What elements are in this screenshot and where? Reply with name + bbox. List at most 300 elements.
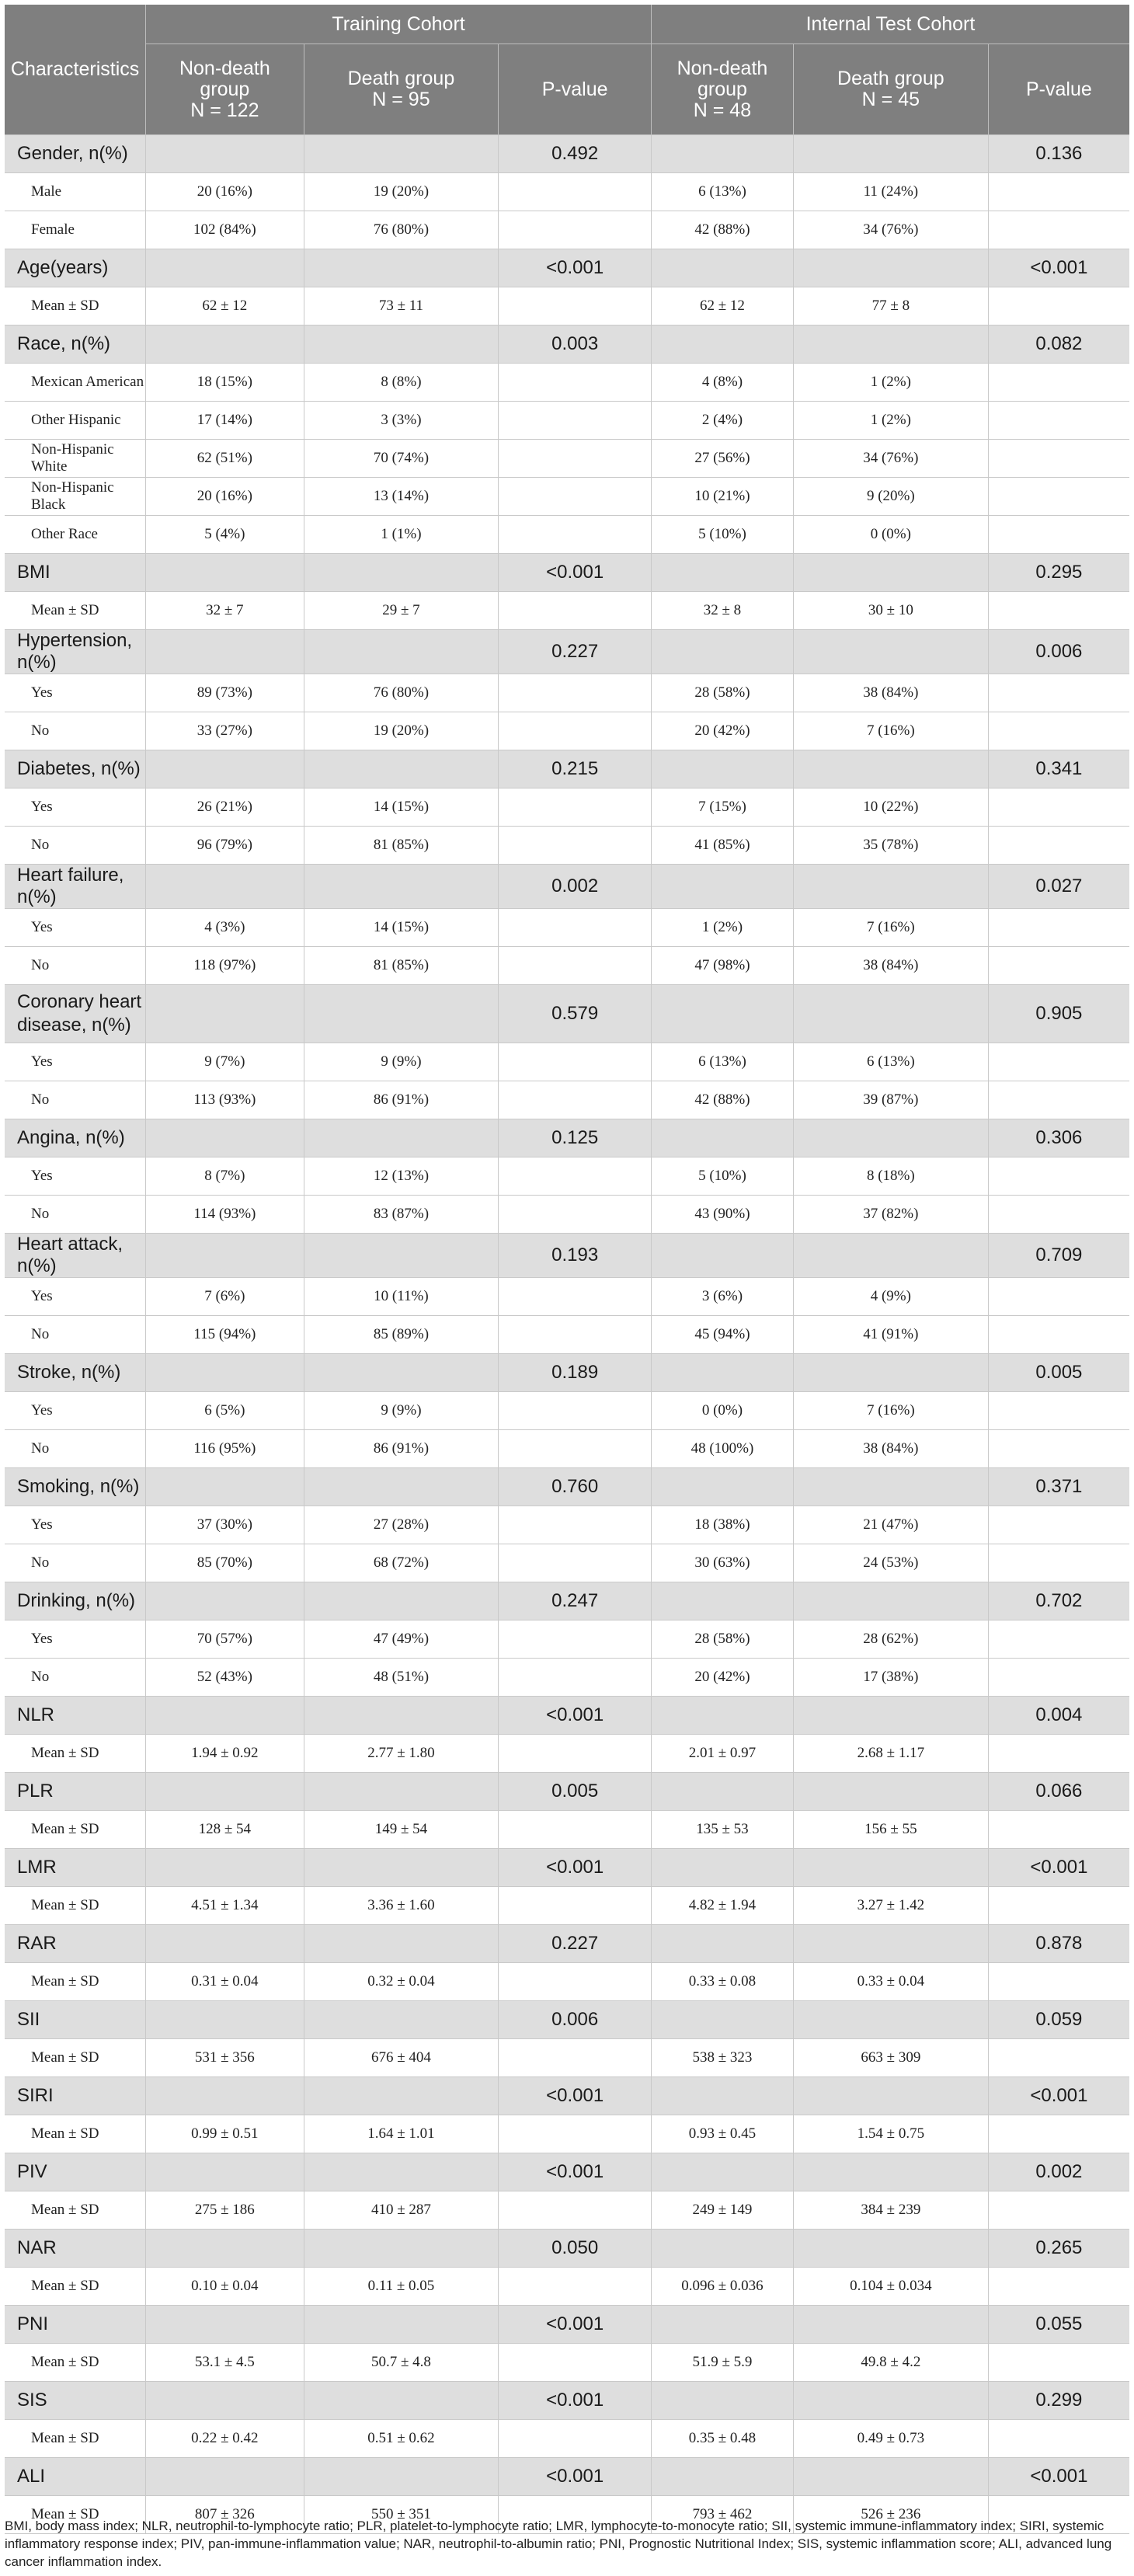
- category-row: [5, 2077, 1129, 2115]
- table-row: [5, 364, 1129, 402]
- table-cell: 76 (80%): [304, 674, 499, 712]
- table-cell: 76 (80%): [304, 211, 499, 249]
- table-cell: [793, 2153, 988, 2191]
- table-cell: 0.247: [499, 1582, 652, 1620]
- table-cell: [499, 947, 652, 985]
- row-label: Stroke, n(%): [5, 1354, 146, 1392]
- table-cell: 1.94 ± 0.92: [146, 1735, 304, 1773]
- table-cell: [499, 1887, 652, 1925]
- table-cell: [146, 2382, 304, 2420]
- category-row: [5, 325, 1129, 364]
- table-cell: 0.878: [988, 1925, 1129, 1963]
- table-cell: 149 ± 54: [304, 1811, 499, 1849]
- row-label: Yes: [5, 1043, 146, 1081]
- table-cell: [499, 1430, 652, 1468]
- table-cell: [146, 554, 304, 592]
- table-cell: [146, 1234, 304, 1278]
- table-cell: [304, 2306, 499, 2344]
- table-cell: 96 (79%): [146, 827, 304, 865]
- table-row: [5, 1316, 1129, 1354]
- table-cell: [304, 325, 499, 364]
- table-cell: [793, 2306, 988, 2344]
- table-cell: [499, 1278, 652, 1316]
- table-cell: [499, 1620, 652, 1659]
- table-cell: 10 (21%): [651, 478, 793, 516]
- table-cell: 62 ± 12: [146, 287, 304, 325]
- table-cell: [499, 1316, 652, 1354]
- table-cell: 38 (84%): [793, 674, 988, 712]
- table-cell: 29 ± 7: [304, 592, 499, 630]
- table-cell: <0.001: [988, 1849, 1129, 1887]
- table-row: [5, 1081, 1129, 1119]
- row-label: No: [5, 947, 146, 985]
- table-cell: [988, 1316, 1129, 1354]
- table-cell: 19 (20%): [304, 712, 499, 750]
- table-row: [5, 1544, 1129, 1582]
- table-cell: [651, 249, 793, 287]
- table-cell: [793, 1582, 988, 1620]
- table-cell: [146, 2306, 304, 2344]
- table-cell: [304, 2077, 499, 2115]
- table-cell: 0.096 ± 0.036: [651, 2268, 793, 2306]
- table-cell: 0.104 ± 0.034: [793, 2268, 988, 2306]
- table-row: [5, 712, 1129, 750]
- table-cell: 113 (93%): [146, 1081, 304, 1119]
- table-cell: 0.702: [988, 1582, 1129, 1620]
- row-label: No: [5, 1544, 146, 1582]
- table-cell: [793, 1354, 988, 1392]
- table-cell: 0.99 ± 0.51: [146, 2115, 304, 2153]
- table-cell: 7 (15%): [651, 788, 793, 827]
- table-cell: [988, 1963, 1129, 2001]
- table-cell: 0.193: [499, 1234, 652, 1278]
- table-cell: [146, 1773, 304, 1811]
- table-cell: 34 (76%): [793, 211, 988, 249]
- table-cell: 0.004: [988, 1697, 1129, 1735]
- table-cell: 73 ± 11: [304, 287, 499, 325]
- table-cell: [651, 2001, 793, 2039]
- table-cell: [793, 135, 988, 173]
- row-label: SII: [5, 2001, 146, 2039]
- row-label: Female: [5, 211, 146, 249]
- characteristics-table: [5, 5, 1129, 2534]
- table-cell: [651, 135, 793, 173]
- table-cell: 5 (4%): [146, 516, 304, 554]
- table-cell: [499, 1963, 652, 2001]
- table-cell: 3 (6%): [651, 1278, 793, 1316]
- table-header: [5, 5, 1129, 135]
- table-cell: 27 (56%): [651, 440, 793, 478]
- table-cell: 48 (100%): [651, 1430, 793, 1468]
- row-label: SIS: [5, 2382, 146, 2420]
- row-label: Heart failure, n(%): [5, 865, 146, 909]
- table-cell: 1 (2%): [793, 364, 988, 402]
- table-cell: [499, 909, 652, 947]
- table-cell: 38 (84%): [793, 947, 988, 985]
- table-cell: 81 (85%): [304, 827, 499, 865]
- table-cell: [651, 1119, 793, 1157]
- table-cell: [304, 1773, 499, 1811]
- row-label: Mean ± SD: [5, 592, 146, 630]
- table-row: [5, 2191, 1129, 2230]
- table-cell: [146, 1925, 304, 1963]
- table-cell: [499, 364, 652, 402]
- table-cell: [499, 1506, 652, 1544]
- row-label: No: [5, 1196, 146, 1234]
- table-cell: [304, 1582, 499, 1620]
- row-label: Mean ± SD: [5, 2344, 146, 2382]
- table-cell: [304, 2382, 499, 2420]
- table-row: [5, 478, 1129, 516]
- table-cell: 52 (43%): [146, 1659, 304, 1697]
- table-cell: [499, 2191, 652, 2230]
- table-row: [5, 1963, 1129, 2001]
- table-cell: 2.01 ± 0.97: [651, 1735, 793, 1773]
- table-cell: 0.295: [988, 554, 1129, 592]
- table-cell: [499, 1157, 652, 1196]
- category-row: [5, 1582, 1129, 1620]
- header-training-death: [304, 44, 499, 135]
- table-cell: [988, 402, 1129, 440]
- table-cell: [304, 1119, 499, 1157]
- header-training-non-death: [146, 44, 304, 135]
- table-cell: 41 (91%): [793, 1316, 988, 1354]
- table-cell: [146, 750, 304, 788]
- row-label: Yes: [5, 788, 146, 827]
- table-cell: 0.003: [499, 325, 652, 364]
- table-cell: 0.002: [499, 865, 652, 909]
- table-cell: [988, 712, 1129, 750]
- table-cell: 0.125: [499, 1119, 652, 1157]
- table-cell: [304, 2001, 499, 2039]
- table-cell: [793, 2001, 988, 2039]
- table-cell: 102 (84%): [146, 211, 304, 249]
- header-line: N = 48: [693, 99, 752, 121]
- table-cell: 676 ± 404: [304, 2039, 499, 2077]
- table-cell: [651, 630, 793, 674]
- category-row: [5, 985, 1129, 1043]
- category-row: [5, 750, 1129, 788]
- row-label: Mean ± SD: [5, 1963, 146, 2001]
- header-line: group: [697, 78, 747, 100]
- table-row: [5, 1506, 1129, 1544]
- table-cell: 37 (30%): [146, 1506, 304, 1544]
- table-cell: 0 (0%): [793, 516, 988, 554]
- row-label: Mean ± SD: [5, 1735, 146, 1773]
- table-cell: [499, 2039, 652, 2077]
- table-cell: <0.001: [988, 2077, 1129, 2115]
- table-cell: [304, 2458, 499, 2496]
- table-cell: [651, 1468, 793, 1506]
- table-cell: 47 (98%): [651, 947, 793, 985]
- table-cell: 6 (13%): [651, 1043, 793, 1081]
- table-cell: 34 (76%): [793, 440, 988, 478]
- table-cell: [304, 985, 499, 1043]
- table-cell: 13 (14%): [304, 478, 499, 516]
- header-line: P-value: [541, 78, 608, 100]
- row-label: Race, n(%): [5, 325, 146, 364]
- table-cell: [988, 1196, 1129, 1234]
- table-cell: 0.35 ± 0.48: [651, 2420, 793, 2458]
- row-label: LMR: [5, 1849, 146, 1887]
- table-cell: 9 (20%): [793, 478, 988, 516]
- table-cell: <0.001: [499, 2077, 652, 2115]
- category-row: [5, 1119, 1129, 1157]
- table-cell: [793, 2458, 988, 2496]
- header-line: Death group: [347, 68, 455, 89]
- table-cell: [988, 364, 1129, 402]
- table-cell: [988, 674, 1129, 712]
- row-label: Yes: [5, 1620, 146, 1659]
- row-label: BMI: [5, 554, 146, 592]
- table-cell: [651, 2382, 793, 2420]
- table-cell: 85 (70%): [146, 1544, 304, 1582]
- table-cell: [988, 1430, 1129, 1468]
- table-cell: 8 (7%): [146, 1157, 304, 1196]
- table-row: [5, 287, 1129, 325]
- table-cell: 8 (18%): [793, 1157, 988, 1196]
- table-cell: [988, 1157, 1129, 1196]
- table-cell: [304, 1354, 499, 1392]
- row-label: Mean ± SD: [5, 287, 146, 325]
- row-label: Yes: [5, 909, 146, 947]
- table-cell: <0.001: [499, 249, 652, 287]
- header-characteristics: Characteristics: [5, 5, 146, 135]
- table-cell: 28 (58%): [651, 674, 793, 712]
- row-label: No: [5, 712, 146, 750]
- header-line: N = 122: [190, 99, 259, 121]
- table-cell: 20 (42%): [651, 1659, 793, 1697]
- table-cell: [988, 1620, 1129, 1659]
- table-cell: [499, 2344, 652, 2382]
- table-cell: 0.027: [988, 865, 1129, 909]
- table-cell: 128 ± 54: [146, 1811, 304, 1849]
- table-cell: <0.001: [499, 1849, 652, 1887]
- row-label: Yes: [5, 1392, 146, 1430]
- table-row: [5, 1196, 1129, 1234]
- table-cell: [146, 2077, 304, 2115]
- table-row: [5, 1811, 1129, 1849]
- table-cell: 62 ± 12: [651, 287, 793, 325]
- row-label: SIRI: [5, 2077, 146, 2115]
- table-row: [5, 1887, 1129, 1925]
- table-cell: [988, 592, 1129, 630]
- row-label: Other Hispanic: [5, 402, 146, 440]
- table-cell: [146, 2001, 304, 2039]
- table-cell: [793, 630, 988, 674]
- row-label: Yes: [5, 1278, 146, 1316]
- row-label: Mean ± SD: [5, 2115, 146, 2153]
- table-cell: 0.227: [499, 1925, 652, 1963]
- table-cell: [793, 2230, 988, 2268]
- table-cell: [793, 750, 988, 788]
- category-row: [5, 630, 1129, 674]
- table-cell: 114 (93%): [146, 1196, 304, 1234]
- table-cell: 0.32 ± 0.04: [304, 1963, 499, 2001]
- table-cell: [988, 478, 1129, 516]
- table-cell: [988, 173, 1129, 211]
- table-cell: <0.001: [499, 1697, 652, 1735]
- row-label: Non-Hispanic White: [5, 440, 146, 478]
- table-cell: 30 ± 10: [793, 592, 988, 630]
- table-row: [5, 674, 1129, 712]
- table-row: [5, 402, 1129, 440]
- table-row: [5, 1430, 1129, 1468]
- table-cell: 42 (88%): [651, 211, 793, 249]
- table-cell: [146, 1849, 304, 1887]
- table-footnote: BMI, body mass index; NLR, neutrophil-to-lymphocyte ratio; PLR, platelet-to-lymphocyte ratio; LMR, lymphocyte-to-monocyte ratio; SII, systemic immune-inflammatory index; SIRI, systemic inflammatory response index; PIV, pan-immune-inflammation value; NAR, neutrophil-to-albumin ratio; PNI, Prognostic Nutritional Index; SIS, systemic inflammation score; ALI, advanced lung cancer inflammation index.: [5, 2519, 1112, 2569]
- table-cell: [304, 865, 499, 909]
- table-body: [5, 135, 1129, 2534]
- table-cell: 26 (21%): [146, 788, 304, 827]
- table-cell: [988, 1544, 1129, 1582]
- table-row: [5, 2344, 1129, 2382]
- table-cell: <0.001: [499, 2458, 652, 2496]
- table-cell: [499, 1196, 652, 1234]
- table-cell: [793, 1234, 988, 1278]
- table-cell: [988, 1735, 1129, 1773]
- table-row: [5, 1157, 1129, 1196]
- table-cell: 0 (0%): [651, 1392, 793, 1430]
- table-cell: [988, 2115, 1129, 2153]
- row-label: Drinking, n(%): [5, 1582, 146, 1620]
- table-cell: [651, 325, 793, 364]
- table-cell: 35 (78%): [793, 827, 988, 865]
- table-cell: 9 (7%): [146, 1043, 304, 1081]
- table-cell: 3 (3%): [304, 402, 499, 440]
- table-cell: 38 (84%): [793, 1430, 988, 1468]
- row-label: Yes: [5, 1157, 146, 1196]
- table-cell: [651, 2458, 793, 2496]
- row-label: Mean ± SD: [5, 2496, 146, 2534]
- table-cell: [988, 1081, 1129, 1119]
- table-cell: 12 (13%): [304, 1157, 499, 1196]
- table-cell: <0.001: [499, 554, 652, 592]
- table-cell: [651, 750, 793, 788]
- row-label: Angina, n(%): [5, 1119, 146, 1157]
- table-cell: [146, 1354, 304, 1392]
- table-cell: [988, 2191, 1129, 2230]
- table-row: [5, 1659, 1129, 1697]
- table-cell: [499, 211, 652, 249]
- header-training-p-value: [499, 44, 652, 135]
- table-cell: 10 (22%): [793, 788, 988, 827]
- table-cell: [988, 1887, 1129, 1925]
- row-label: No: [5, 1316, 146, 1354]
- table-cell: <0.001: [499, 2382, 652, 2420]
- table-cell: [793, 1925, 988, 1963]
- table-cell: [499, 1735, 652, 1773]
- table-cell: [499, 1392, 652, 1430]
- header-test-p-value: [988, 44, 1129, 135]
- row-label: Heart attack, n(%): [5, 1234, 146, 1278]
- category-row: [5, 554, 1129, 592]
- category-row: [5, 2001, 1129, 2039]
- table-cell: [793, 1468, 988, 1506]
- table-cell: 27 (28%): [304, 1506, 499, 1544]
- table-cell: 28 (58%): [651, 1620, 793, 1659]
- row-label: Diabetes, n(%): [5, 750, 146, 788]
- table-cell: [793, 985, 988, 1043]
- table-cell: 19 (20%): [304, 173, 499, 211]
- category-row: [5, 1849, 1129, 1887]
- table-cell: [988, 947, 1129, 985]
- table-cell: [499, 2420, 652, 2458]
- table-cell: [651, 1354, 793, 1392]
- table-cell: [651, 1582, 793, 1620]
- category-row: [5, 1773, 1129, 1811]
- table-cell: 526 ± 236: [793, 2496, 988, 2534]
- table-cell: 7 (16%): [793, 712, 988, 750]
- table-cell: 7 (6%): [146, 1278, 304, 1316]
- row-label: Non-Hispanic Black: [5, 478, 146, 516]
- table-cell: 86 (91%): [304, 1430, 499, 1468]
- table-cell: [988, 1811, 1129, 1849]
- table-cell: [651, 1773, 793, 1811]
- table-cell: 62 (51%): [146, 440, 304, 478]
- row-label: PLR: [5, 1773, 146, 1811]
- category-row: [5, 135, 1129, 173]
- table-cell: 20 (16%): [146, 478, 304, 516]
- table-cell: 0.055: [988, 2306, 1129, 2344]
- table-row: [5, 1392, 1129, 1430]
- table-cell: [304, 1697, 499, 1735]
- table-cell: 807 ± 326: [146, 2496, 304, 2534]
- table-cell: 32 ± 7: [146, 592, 304, 630]
- table-cell: 0.265: [988, 2230, 1129, 2268]
- table-row: [5, 788, 1129, 827]
- table-cell: [499, 674, 652, 712]
- table-cell: [146, 985, 304, 1043]
- table-cell: [499, 1043, 652, 1081]
- table-cell: [146, 325, 304, 364]
- table-cell: [793, 1697, 988, 1735]
- table-row: [5, 909, 1129, 947]
- row-label: Coronary heart disease, n(%): [5, 985, 146, 1043]
- table-cell: [793, 865, 988, 909]
- table-cell: [146, 135, 304, 173]
- row-label: PIV: [5, 2153, 146, 2191]
- table-cell: [146, 1697, 304, 1735]
- table-cell: [499, 1659, 652, 1697]
- category-row: [5, 2382, 1129, 2420]
- table-cell: 48 (51%): [304, 1659, 499, 1697]
- table-cell: 17 (14%): [146, 402, 304, 440]
- table-cell: [651, 2230, 793, 2268]
- table-cell: 0.136: [988, 135, 1129, 173]
- table-cell: [988, 788, 1129, 827]
- table-cell: 2.77 ± 1.80: [304, 1735, 499, 1773]
- header-line: P-value: [1026, 78, 1092, 100]
- table-cell: [146, 2230, 304, 2268]
- table-cell: 0.371: [988, 1468, 1129, 1506]
- table-cell: [988, 1506, 1129, 1544]
- table-cell: 4 (9%): [793, 1278, 988, 1316]
- table-cell: 0.51 ± 0.62: [304, 2420, 499, 2458]
- table-cell: [146, 1468, 304, 1506]
- table-cell: 85 (89%): [304, 1316, 499, 1354]
- category-row: [5, 1925, 1129, 1963]
- table-cell: [499, 2268, 652, 2306]
- table-cell: 1 (2%): [793, 402, 988, 440]
- table-cell: 39 (87%): [793, 1081, 988, 1119]
- row-label: Other Race: [5, 516, 146, 554]
- table-cell: 550 ± 351: [304, 2496, 499, 2534]
- table-cell: [146, 630, 304, 674]
- table-cell: 6 (5%): [146, 1392, 304, 1430]
- table-cell: [651, 985, 793, 1043]
- table-cell: [651, 865, 793, 909]
